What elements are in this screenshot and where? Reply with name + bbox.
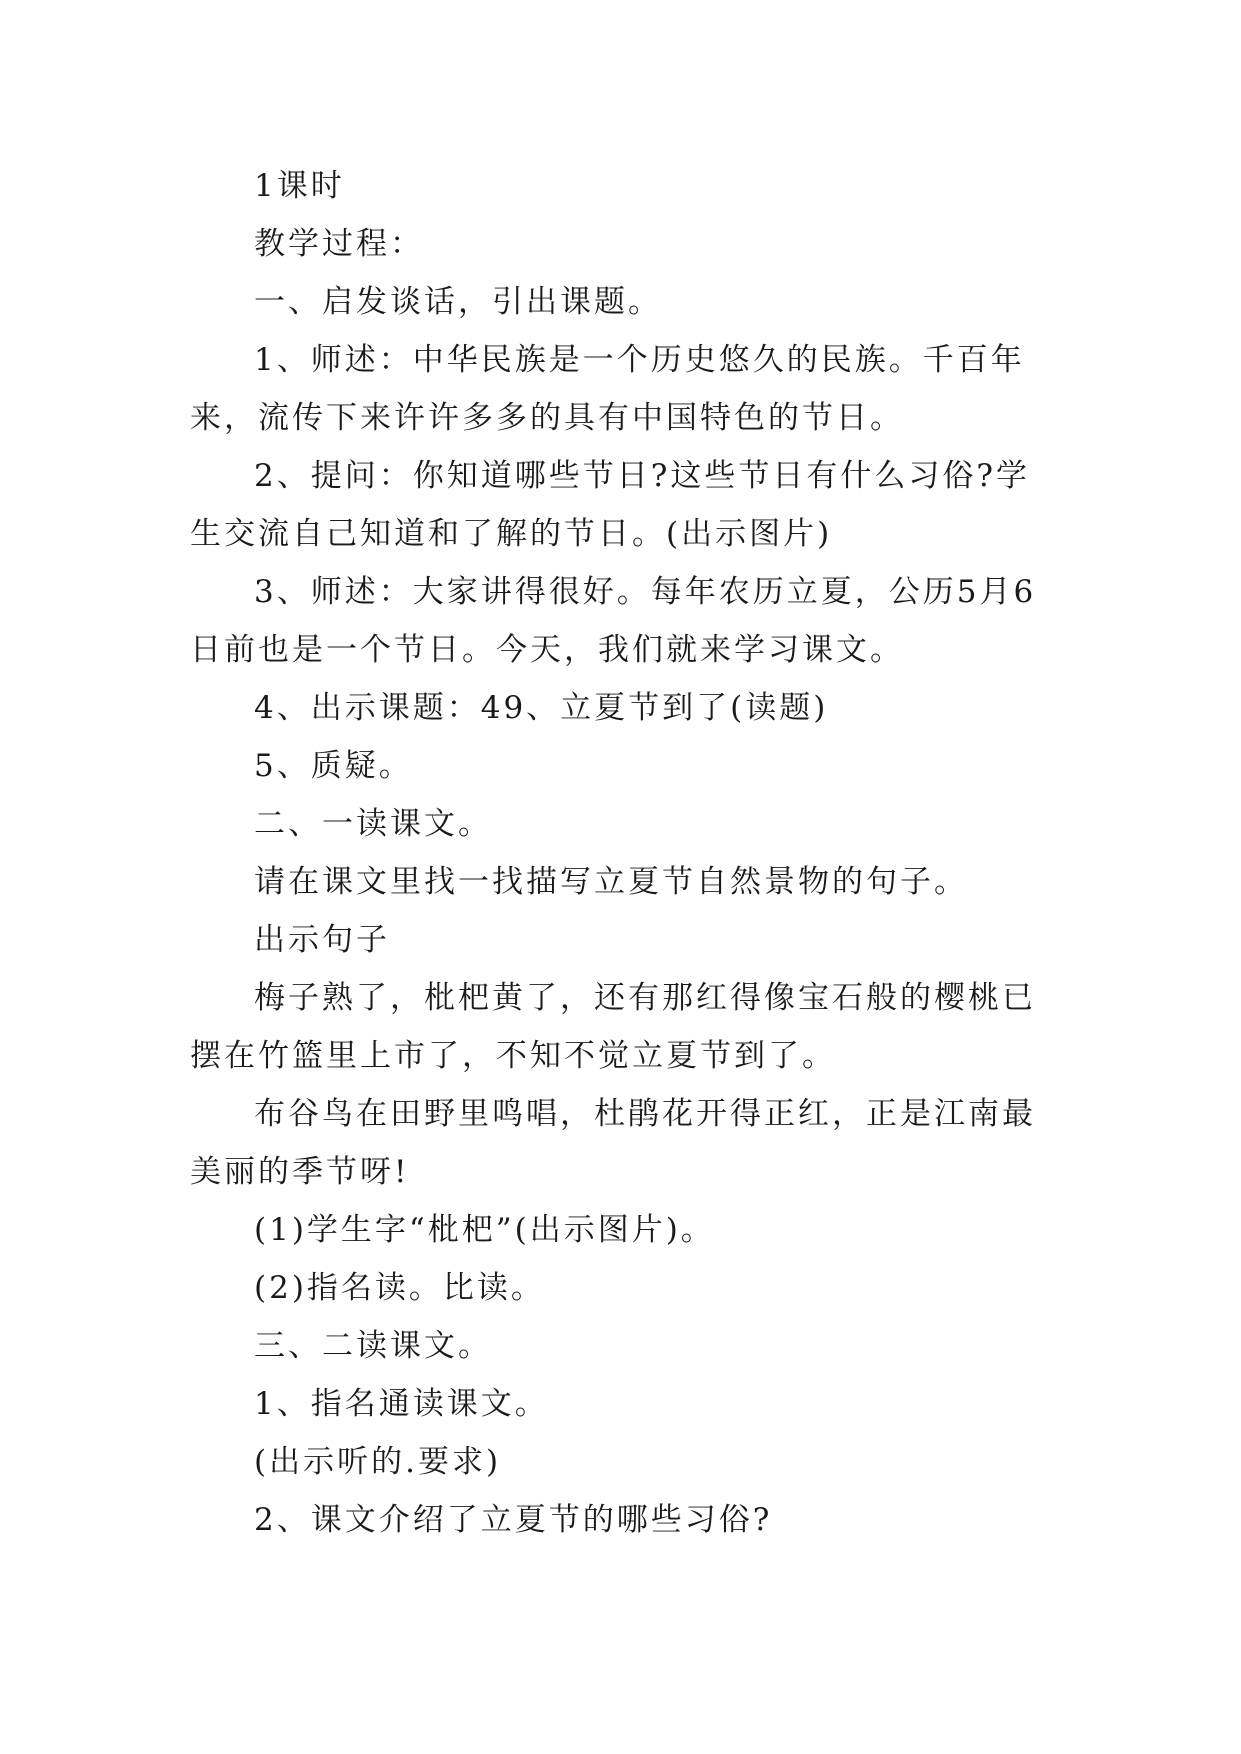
paragraph-step-2: 2、提问：你知道哪些节日?这些节日有什么习俗?学生交流自己知道和了解的节日。(出示图片) bbox=[190, 458, 1030, 552]
paragraph-quote-2: 布谷鸟在田野里鸣唱，杜鹃花开得正红，正是江南最美丽的季节呀! bbox=[190, 1096, 1036, 1190]
paragraph-sub-1: (1)学生字“枇杷”(出示图片)。 bbox=[254, 1212, 715, 1248]
paragraph-step-4: 4、出示课题：49、立夏节到了(读题) bbox=[254, 690, 829, 726]
paragraph-teaching-process: 教学过程： bbox=[254, 226, 424, 262]
paragraph-find-sentences: 请在课文里找一找描写立夏节自然景物的句子。 bbox=[254, 864, 968, 900]
section-heading-3: 三、二读课文。 bbox=[254, 1328, 492, 1364]
paragraph-customs-question: 2、课文介绍了立夏节的哪些习俗? bbox=[254, 1502, 773, 1538]
paragraph-step-5: 5、质疑。 bbox=[254, 748, 413, 784]
paragraph-step-1: 1、师述：中华民族是一个历史悠久的民族。千百年来，流传下来许许多多的具有中国特色的节日。 bbox=[190, 342, 1025, 436]
paragraph-listening-requirement: (出示听的.要求) bbox=[254, 1444, 502, 1480]
paragraph-read-aloud: 1、指名通读课文。 bbox=[254, 1386, 549, 1422]
paragraph-class-hours: 1课时 bbox=[254, 168, 345, 204]
paragraph-show-sentences: 出示句子 bbox=[254, 922, 390, 958]
section-heading-1: 一、启发谈话，引出课题。 bbox=[254, 284, 662, 320]
document-body bbox=[190, 157, 1050, 1549]
paragraph-quote-1: 梅子熟了，枇杷黄了，还有那红得像宝石般的樱桃已摆在竹篮里上市了，不知不觉立夏节到了。 bbox=[190, 980, 1036, 1074]
paragraph-sub-2: (2)指名读。比读。 bbox=[254, 1270, 545, 1306]
section-heading-2: 二、一读课文。 bbox=[254, 806, 492, 842]
paragraph-step-3: 3、师述：大家讲得很好。每年农历立夏，公历5月6日前也是一个节日。今天，我们就来学习课文。 bbox=[190, 574, 1037, 668]
